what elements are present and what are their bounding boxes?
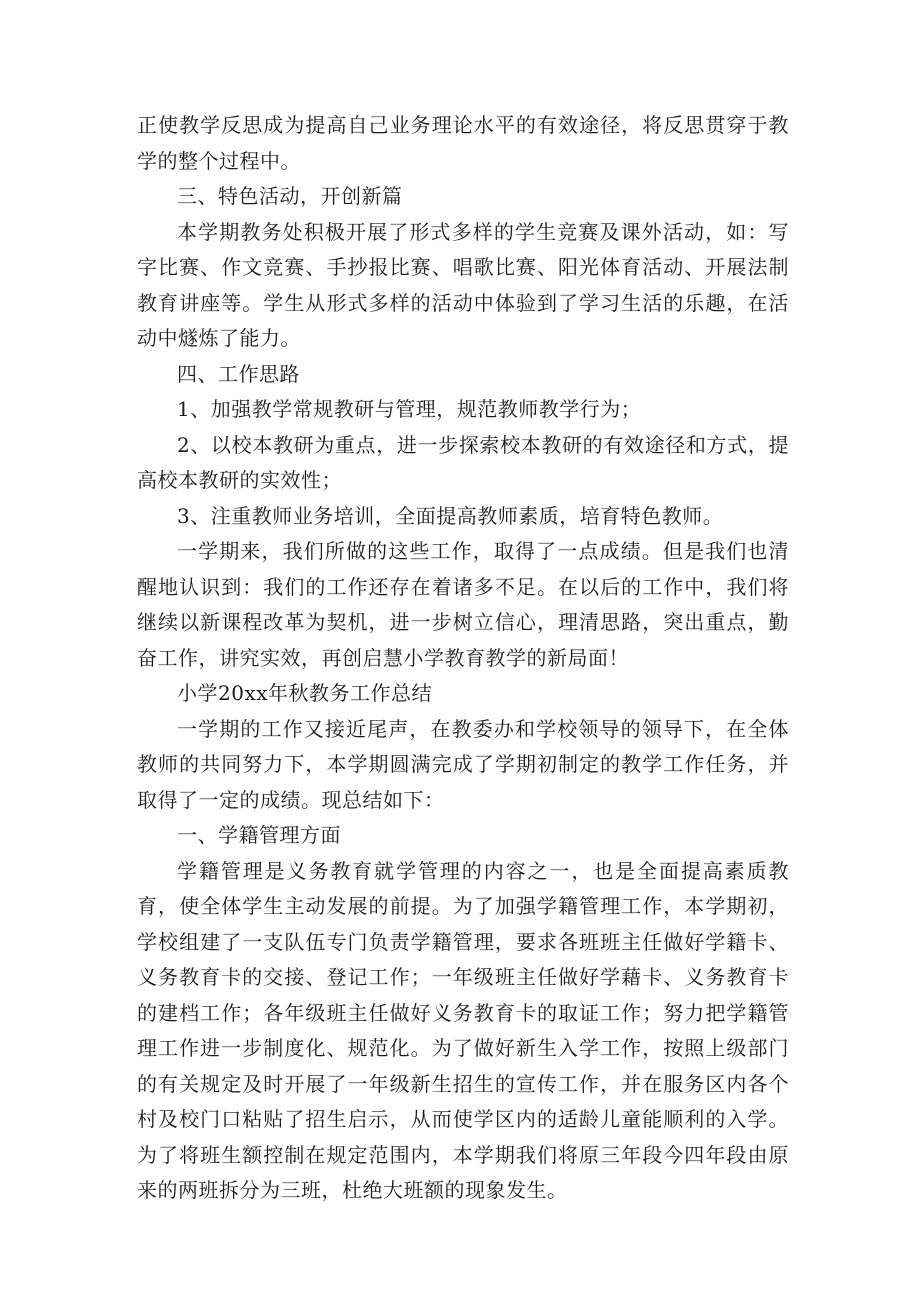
- paragraph-intro: 一学期的工作又接近尾声，在教委办和学校领导的领导下，在全体教师的共同努力下，本学期圆满完成了学期初制定的教学工作任务，并取得了一定的成绩。现总结如下：: [137, 716, 789, 812]
- paragraph-activities: 本学期教务处积极开展了形式多样的学生竞赛及课外活动，如：写字比赛、作文竞赛、手抄报比赛、唱歌比赛、阳光体育活动、开展法制教育讲座等。学生从形式多样的活动中体验到了学习生活的乐趣，在活动中燧炼了能力。: [137, 219, 789, 350]
- paragraph-continued: 正使教学反思成为提高自己业务理论水平的有效途径，将反思贯穿于教学的整个过程中。: [137, 113, 789, 173]
- list-item-2: 2、以校本教研为重点，进一步探索校本教研的有效途径和方式，提高校本教研的实效性；: [137, 432, 789, 492]
- paragraph-conclusion: 一学期来，我们所做的这些工作，取得了一点成绩。但是我们也清醒地认识到：我们的工作还存在着诸多不足。在以后的工作中，我们将继续以新课程改革为契机，进一步树立信心，理清思路，突出重点，勤奋工作，讲究实效，再创启慧小学教育教学的新局面！: [137, 539, 789, 670]
- list-item-1: 1、加强教学常规教研与管理，规范教师教学行为；: [177, 397, 642, 421]
- list-item-3: 3、注重教师业务培训，全面提高教师素质，培育特色教师。: [177, 503, 724, 528]
- section-heading-student-records: 一、学籍管理方面: [177, 823, 341, 847]
- section-heading-work-ideas: 四、工作思路: [177, 361, 300, 386]
- document-body: [137, 108, 789, 1209]
- document-title: 小学20xx年秋教务工作总结: [177, 681, 433, 705]
- paragraph-student-records: 学籍管理是义务教育就学管理的内容之一，也是全面提高素质教育，使全体学生主动发展的前提。为了加强学籍管理工作，本学期初，学校组建了一支队伍专门负责学籍管理，要求各班班主任做好学籍卡、义务教育卡的交接、登记工作；一年级班主任做好学藉卡、义务教育卡的建档工作；各年级班主任做好义务教育卡的取证工作；努力把学籍管理工作进一步制度化、规范化。为了做好新生入学工作，按照上级部门的有关规定及时开展了一年级新生招生的宣传工作，并在服务区内各个村及校门口粘贴了招生启示，从而使学区内的适龄儿童能顺利的入学。为了将班生额控制在规定范围内，本学期我们将原三年段今四年段由原来的两班拆分为三班，杜绝大班额的现象发生。: [137, 858, 789, 1202]
- section-heading-special-activities: 三、特色活动，开创新篇: [177, 184, 403, 208]
